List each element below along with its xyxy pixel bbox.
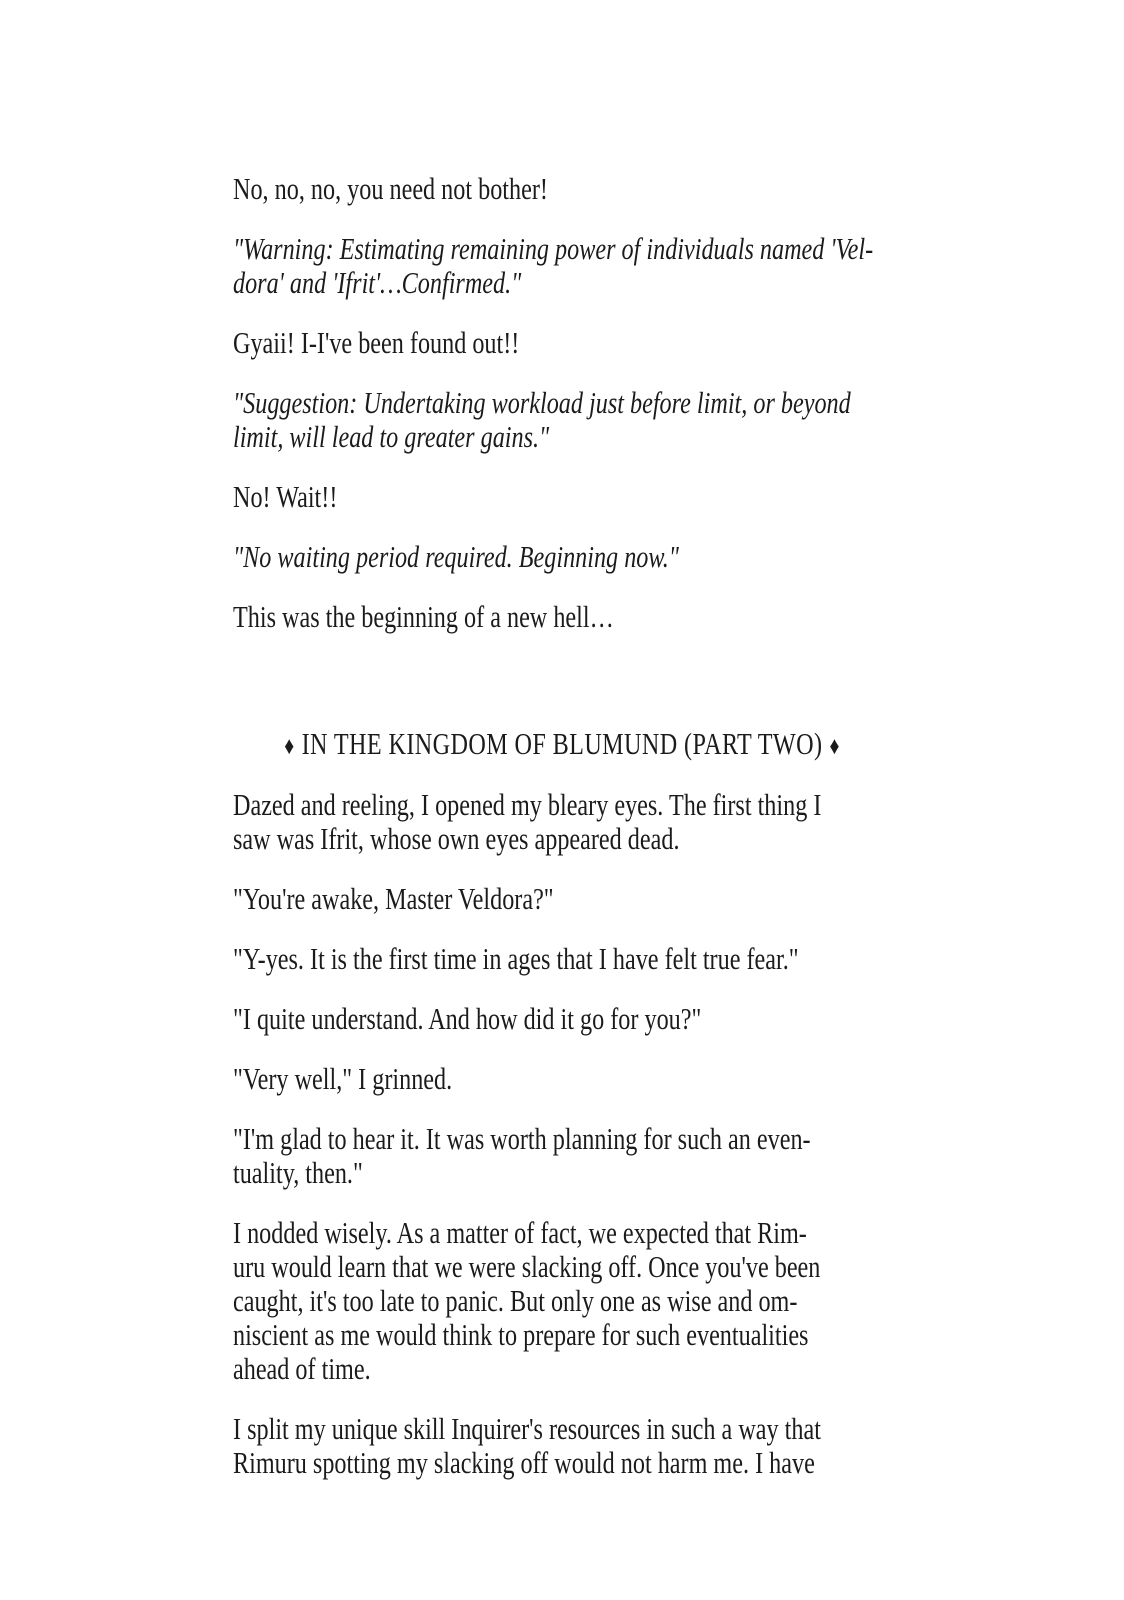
paragraph [233,1122,891,1190]
paragraph [233,600,891,634]
text-line [233,822,891,856]
section-heading-text: IN THE KINGDOM OF BLUMUND (PART TWO) [301,726,823,761]
text-line-content: "I quite understand. And how did it go for you?" [233,1001,702,1036]
text-line-content: This was the beginning of a new hell… [233,599,614,634]
paragraph [233,172,891,206]
text-line [233,386,891,420]
text-line-content: "Very well," I grinned. [233,1061,453,1096]
diamond-icon: ♦ [284,733,295,760]
text-line-content: dora' and 'Ifrit'…Confirmed." [233,265,522,300]
text-line [233,232,891,266]
text-line [233,1352,891,1386]
text-line [233,420,891,454]
text-line [233,540,891,574]
paragraph [233,1216,891,1386]
section-heading [284,726,840,761]
text-line [233,172,891,206]
text-line-content: No! Wait!! [233,479,338,514]
text-line [233,1156,891,1190]
text-line-content: "I'm glad to hear it. It was worth planning for such an even- [233,1121,811,1156]
text-line-content: Rimuru spotting my slacking off would not harm me. I have [233,1445,815,1480]
text-line-content: Gyaii! I-I've been found out!! [233,325,520,360]
text-line [233,480,891,514]
text-line [233,266,891,300]
text-line-content: "You're awake, Master Veldora?" [233,881,554,916]
text-line-content: "No waiting period required. Beginning now." [233,539,679,574]
text-line-content: "Warning: Estimating remaining power of individuals named 'Vel- [233,231,874,266]
text-line [233,788,891,822]
paragraph [233,942,891,976]
text-line-content: uru would learn that we were slacking off. Once you've been [233,1249,821,1284]
text-line-content: "Suggestion: Undertaking workload just before limit, or beyond [233,385,851,420]
text-line-content: Dazed and reeling, I opened my bleary eyes. The first thing I [233,787,822,822]
paragraph [233,1062,891,1096]
paragraph [233,232,891,300]
text-line [233,1062,891,1096]
text-line-content: "Y-yes. It is the first time in ages that I have felt true fear." [233,941,799,976]
text-line-content: I split my unique skill Inquirer's resources in such a way that [233,1411,821,1446]
text-line [233,1002,891,1036]
text-line-content: tuality, then." [233,1155,363,1190]
paragraph [233,480,891,514]
paragraph [233,326,891,360]
text-line-content: caught, it's too late to panic. But only one as wise and om- [233,1283,798,1318]
text-line [233,326,891,360]
text-line [233,600,891,634]
text-line-content: No, no, no, you need not bother! [233,171,548,206]
paragraph [233,1412,891,1480]
text-line-content: niscient as me would think to prepare for such eventualities [233,1317,809,1352]
paragraph [233,788,891,856]
text-line-content: ahead of time. [233,1351,371,1386]
text-line [233,1446,891,1480]
text-line-content: limit, will lead to greater gains." [233,419,550,454]
paragraph [233,386,891,454]
text-line-content: saw was Ifrit, whose own eyes appeared dead. [233,821,680,856]
paragraph [233,882,891,916]
text-line [233,1216,891,1250]
text-line [233,882,891,916]
diamond-icon: ♦ [829,733,840,760]
text-line [233,1412,891,1446]
text-line-content: I nodded wisely. As a matter of fact, we expected that Rim- [233,1215,807,1250]
text-line [233,942,891,976]
paragraph [233,1002,891,1036]
text-line [233,1122,891,1156]
text-line [233,1250,891,1284]
text-line [233,1318,891,1352]
paragraph [233,540,891,574]
text-line [233,1284,891,1318]
